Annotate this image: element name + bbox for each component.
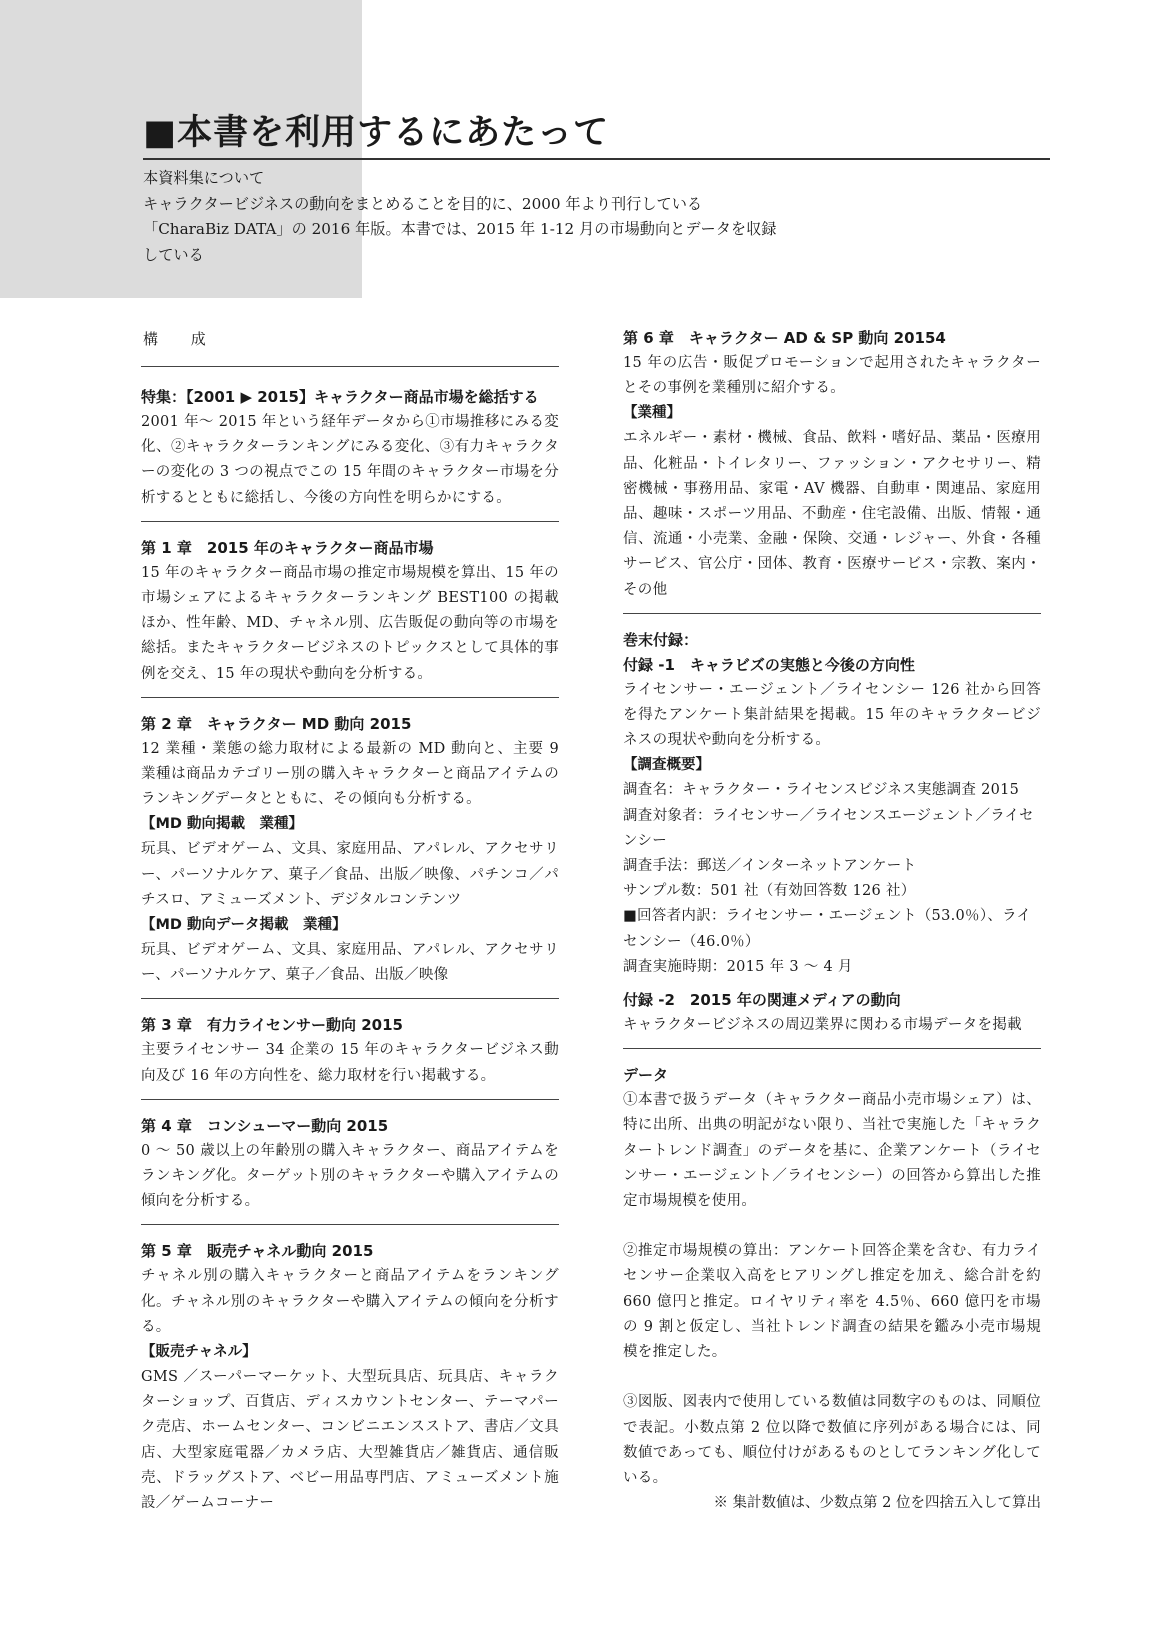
data-paragraph-2: ②推定市場規模の算出：アンケート回答企業を含む、有力ライセンサー企業収入高をヒアリングし推定を加え、総合計を約 660 億円と推定。ロイヤリティ率を 4.5％、660 億円を市場の 9 割と仮定し、当社トレンド調査の結果を鑑み小売市場規模を推定した。 <box>623 1243 1041 1361</box>
chapter-6-body: 15 年の広告・販促プロモーションで起用されたキャラクターとその事例を業種別に紹介する。 <box>623 355 1041 397</box>
survey-line: 調査実施時期：2015 年 3 ～ 4 月 <box>623 958 853 975</box>
chapter-2-md-list: 玩具、ビデオゲーム、文具、家庭用品、アパレル、アクセサリー、パーソナルケア、菓子／食品、出版／映像、パチンコ／パチスロ、アミューズメント、デジタルコンテンツ <box>141 841 559 908</box>
page-title: ■本書を利用するにあたって <box>143 113 610 153</box>
appendix-section <box>623 628 1041 1049</box>
chapter-2-section <box>141 712 559 1000</box>
chapter-3-heading: 第 3 章 有力ライセンサー動向 2015 <box>141 1016 403 1035</box>
data-heading: データ <box>623 1066 669 1085</box>
chapter-1-body: 15 年のキャラクター商品市場の推定市場規模を算出、15 年の市場シェアによるキャラクターランキング BEST100 の掲載ほか、性年齢、MD、チャネル別、広告販促の動向等の市場を総括。またキャラクタービジネスのトピックスとして具体的事例を交え、15 年の現状や動向を分析する。 <box>141 564 559 682</box>
survey-line: 調査手法：郵送／インターネットアンケート <box>623 858 917 875</box>
survey-subheading: 【調査概要】 <box>623 757 710 774</box>
right-column <box>623 326 1041 1526</box>
chapter-2-subheading-md: 【MD 動向掲載 業種】 <box>141 816 304 833</box>
chapter-4-heading: 第 4 章 コンシューマー動向 2015 <box>141 1116 389 1135</box>
chapter-3-body: 主要ライセンサー 34 企業の 15 年のキャラクタービジネス動向及び 16 年の方向性を、総力取材を行い掲載する。 <box>141 1042 559 1084</box>
data-footnote: ※ 集計数値は、少数点第 2 位を四捨五入して算出 <box>713 1495 1041 1512</box>
chapter-1-section <box>141 536 559 698</box>
title-divider <box>143 158 1050 160</box>
special-heading: 特集：【2001 ▶ 2015】キャラクター商品市場を総括する <box>141 388 539 406</box>
appendix-2-body: キャラクタービジネスの周辺業界に関わる市場データを掲載 <box>623 1017 1022 1034</box>
chapter-2-subheading-data: 【MD 動向データ掲載 業種】 <box>141 917 347 934</box>
intro-body: キャラクタービジネスの動向をまとめることを目的に、2000 年より刊行している「CharaBiz DATA」の 2016 年版。本書では、2015 年 1-12 月の市場動向とデータを収録している <box>143 194 777 264</box>
chapter-2-data-list: 玩具、ビデオゲーム、文具、家庭用品、アパレル、アクセサリー、パーソナルケア、菓子／食品、出版／映像 <box>141 942 559 984</box>
appendix-heading: 巻末付録： <box>623 630 699 649</box>
chapter-2-heading: 第 2 章 キャラクター MD 動向 2015 <box>141 714 412 733</box>
chapter-6-industry-list: エネルギー・素材・機械、食品、飲料・嗜好品、薬品・医療用品、化粧品・トイレタリー、ファッション・アクセサリー、精密機械・事務用品、家電・AV 機器、自動車・関連品、家庭用品、趣味・スポーツ用品、不動産・住宅設備、出版、情報・通信、流通・小売業、金融・保険、交通・レジャー、外食・各種サービス、官公庁・団体、教育・医療サービス・宗教、案内・その他 <box>623 430 1041 598</box>
data-paragraph-1: ①本書で扱うデータ（キャラクター商品小売市場シェア）は、特に出所、出典の明記がない限り、当社で実施した「キャラクタートレンド調査」のデータを基に、企業アンケート（ライセンサー・エージェント／ライセンシー）の回答から算出した推定市場規模を使用。 <box>623 1092 1041 1210</box>
survey-line: ■回答者内訳：ライセンサー・エージェント（53.0％）、ライセンシー（46.0％） <box>623 908 1032 950</box>
appendix-1-body: ライセンサー・エージェント／ライセンシー 126 社から回答を得たアンケート集計結果を掲載。15 年のキャラクタービジネスの現状や動向を分析する。 <box>623 681 1041 749</box>
chapter-4-body: 0 ～ 50 歳以上の年齢別の購入キャラクター、商品アイテムをランキング化。ターゲット別のキャラクターや購入アイテムの傾向を分析する。 <box>141 1142 559 1210</box>
chapter-4-section <box>141 1114 559 1226</box>
intro-section <box>143 166 783 268</box>
chapter-5-heading: 第 5 章 販売チャネル動向 2015 <box>141 1242 374 1261</box>
special-body: 2001 年～ 2015 年という経年データから①市場推移にみる変化、②キャラクターランキングにみる変化、③有力キャラクターの変化の 3 つの視点でこの 15 年間のキャラクター市場を分析するとともに総括し、今後の方向性を明らかにする。 <box>141 414 559 506</box>
chapter-6-heading: 第 6 章 キャラクター AD & SP 動向 20154 <box>623 329 946 347</box>
left-column <box>141 326 559 1526</box>
special-section <box>141 385 559 522</box>
appendix-1-heading: 付録 -1 キャラビズの実態と今後の方向性 <box>623 655 915 674</box>
chapter-5-section <box>141 1239 559 1526</box>
chapter-5-subheading: 【販売チャネル】 <box>141 1344 257 1361</box>
appendix-2-heading: 付録 -2 2015 年の関連メディアの動向 <box>623 991 901 1010</box>
chapter-2-body: 12 業種・業態の総力取材による最新の MD 動向と、主要 9 業種は商品カテゴリー別の購入キャラクターと商品アイテムのランキングデータとともに、その傾向も分析する。 <box>141 740 559 808</box>
chapter-5-body: チャネル別の購入キャラクターと商品アイテムをランキング化。チャネル別のキャラクターや購入アイテムの傾向を分析する。 <box>141 1268 559 1335</box>
survey-line: サンプル数：501 社（有効回答数 126 社） <box>623 883 916 900</box>
survey-line: 調査名：キャラクター・ライセンスビジネス実態調査 2015 <box>623 782 1020 799</box>
data-section <box>623 1063 1041 1526</box>
chapter-5-channel-list: GMS ／スーパーマーケット、大型玩具店、玩具店、キャラクターショップ、百貨店、ディスカウントセンター、テーマパーク売店、ホームセンター、コンビニエンスストア、書店／文具店、大型家庭電器／カメラ店、大型雑貨店／雑貨店、通信販売、ドラッグストア、ベビー用品専門店、アミューズメント施設／ゲームコーナー <box>141 1369 559 1512</box>
contents-heading: 構 成 <box>141 326 559 367</box>
data-paragraph-3: ③図版、図表内で使用している数値は同数字のものは、同順位で表記。小数点第 2 位以降で数値に序列がある場合には、同数値であっても、順位付けがあるものとしてランキング化している。 <box>623 1394 1041 1486</box>
chapter-1-heading: 第 1 章 2015 年のキャラクター商品市場 <box>141 538 434 557</box>
chapter-3-section <box>141 1013 559 1099</box>
intro-heading: 本資料集について <box>143 169 265 187</box>
survey-line: 調査対象者：ライセンサー／ライセンスエージェント／ライセンシー <box>623 807 1034 849</box>
chapter-6-subheading: 【業種】 <box>623 405 681 422</box>
chapter-6-section <box>623 326 1041 614</box>
